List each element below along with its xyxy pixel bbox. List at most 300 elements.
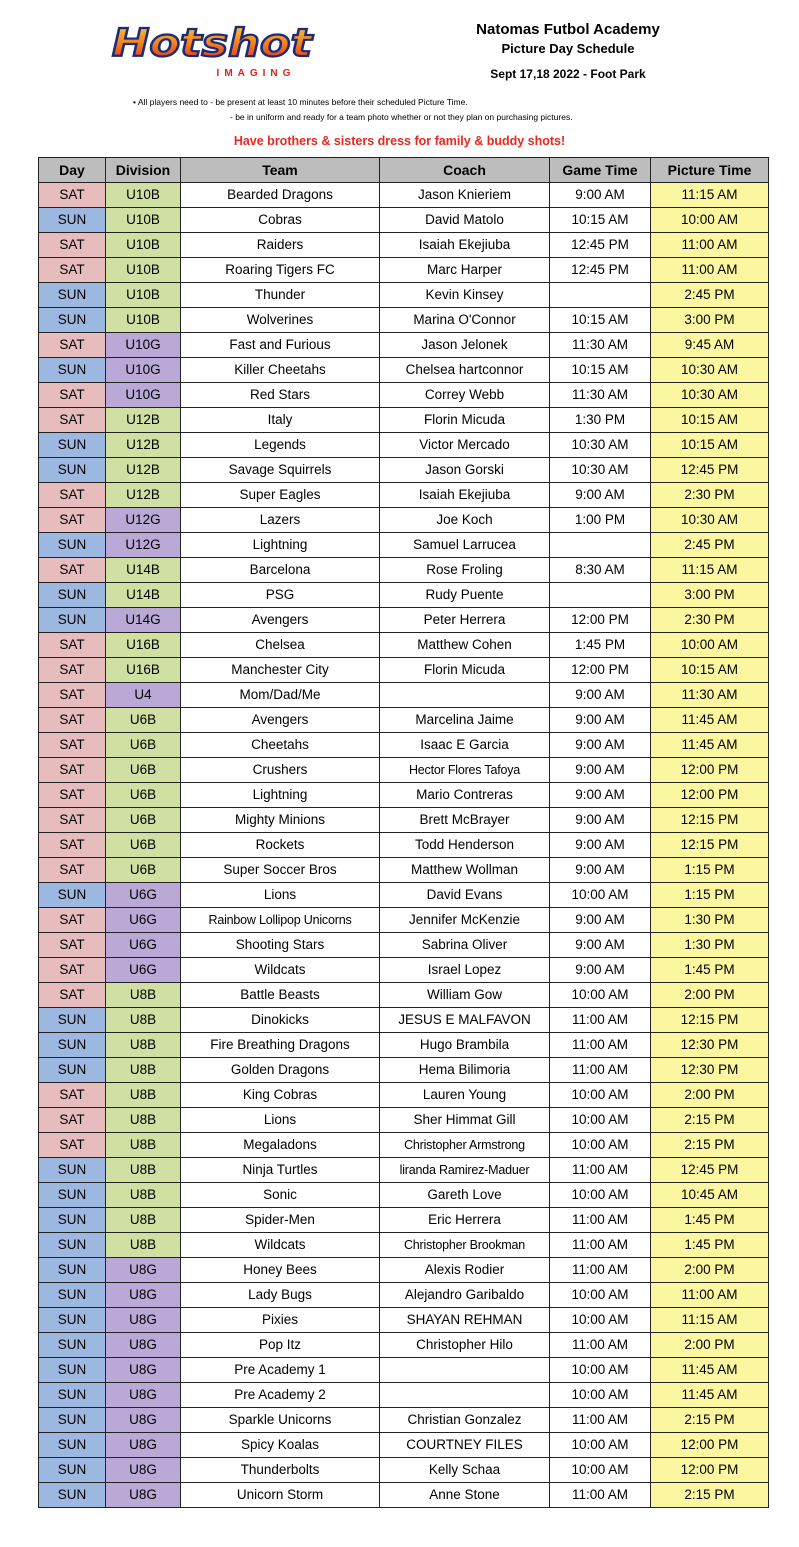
picture-time-cell: 2:00 PM: [651, 1083, 769, 1108]
picture-time-cell: 2:30 PM: [651, 608, 769, 633]
division-cell: U8G: [106, 1383, 181, 1408]
game-time-cell: 9:00 AM: [550, 933, 651, 958]
table-row: [39, 458, 769, 483]
game-time-cell: 9:00 AM: [550, 733, 651, 758]
day-cell: SUN: [39, 608, 106, 633]
coach-cell: Eric Herrera: [380, 1208, 550, 1233]
division-cell: U6B: [106, 733, 181, 758]
division-cell: U14B: [106, 583, 181, 608]
coach-cell: Samuel Larrucea: [380, 533, 550, 558]
game-time-cell: 11:00 AM: [550, 1483, 651, 1508]
coach-cell: Chelsea hartconnor: [380, 358, 550, 383]
picture-time-cell: 10:30 AM: [651, 358, 769, 383]
table-row: [39, 1458, 769, 1483]
day-cell: SUN: [39, 1233, 106, 1258]
coach-cell: Brett McBrayer: [380, 808, 550, 833]
game-time-cell: 11:00 AM: [550, 1208, 651, 1233]
team-cell: Super Soccer Bros: [181, 858, 380, 883]
team-cell: Killer Cheetahs: [181, 358, 380, 383]
team-cell: Lightning: [181, 533, 380, 558]
division-cell: U8B: [106, 1133, 181, 1158]
coach-cell: Gareth Love: [380, 1183, 550, 1208]
table-row: [39, 283, 769, 308]
coach-cell: Florin Micuda: [380, 408, 550, 433]
game-time-cell: [550, 283, 651, 308]
division-cell: U12G: [106, 533, 181, 558]
coach-cell: Joe Koch: [380, 508, 550, 533]
hotshot-imaging-logo: [108, 18, 318, 80]
picture-time-cell: 11:15 AM: [651, 1308, 769, 1333]
day-cell: SAT: [39, 933, 106, 958]
day-cell: SAT: [39, 183, 106, 208]
game-time-cell: 9:00 AM: [550, 808, 651, 833]
instruction-note-2: - be in uniform and ready for a team photo whether or not they plan on purchasing pictures.: [230, 112, 573, 122]
division-cell: U8G: [106, 1458, 181, 1483]
game-time-cell: 10:30 AM: [550, 433, 651, 458]
division-cell: U8B: [106, 1208, 181, 1233]
game-time-cell: 11:00 AM: [550, 1408, 651, 1433]
game-time-cell: 9:00 AM: [550, 908, 651, 933]
table-row: [39, 408, 769, 433]
coach-cell: Christopher Armstrong: [380, 1133, 550, 1158]
division-cell: U8B: [106, 1058, 181, 1083]
game-time-cell: 9:00 AM: [550, 183, 651, 208]
picture-time-cell: 11:45 AM: [651, 708, 769, 733]
game-time-cell: 9:00 AM: [550, 683, 651, 708]
day-cell: SAT: [39, 408, 106, 433]
coach-cell: Kevin Kinsey: [380, 283, 550, 308]
table-row: [39, 808, 769, 833]
coach-cell: Sabrina Oliver: [380, 933, 550, 958]
day-cell: SAT: [39, 1083, 106, 1108]
coach-cell: William Gow: [380, 983, 550, 1008]
picture-time-cell: 11:00 AM: [651, 1283, 769, 1308]
table-row: [39, 633, 769, 658]
game-time-cell: 11:00 AM: [550, 1033, 651, 1058]
division-cell: U8B: [106, 1183, 181, 1208]
day-cell: SAT: [39, 658, 106, 683]
team-cell: Chelsea: [181, 633, 380, 658]
game-time-cell: 1:45 PM: [550, 633, 651, 658]
day-cell: SAT: [39, 258, 106, 283]
game-time-cell: 10:00 AM: [550, 1308, 651, 1333]
table-row: [39, 1258, 769, 1283]
team-cell: Bearded Dragons: [181, 183, 380, 208]
division-cell: U6B: [106, 708, 181, 733]
table-row: [39, 183, 769, 208]
coach-cell: Matthew Cohen: [380, 633, 550, 658]
game-time-cell: 9:00 AM: [550, 708, 651, 733]
day-cell: SAT: [39, 383, 106, 408]
day-cell: SUN: [39, 433, 106, 458]
division-cell: U12B: [106, 458, 181, 483]
day-cell: SAT: [39, 233, 106, 258]
game-time-cell: 10:00 AM: [550, 1383, 651, 1408]
table-row: [39, 1408, 769, 1433]
team-cell: Rockets: [181, 833, 380, 858]
table-row: [39, 383, 769, 408]
table-row: [39, 208, 769, 233]
table-row: [39, 908, 769, 933]
picture-time-cell: 10:15 AM: [651, 658, 769, 683]
coach-cell: liranda Ramirez-Maduer: [380, 1158, 550, 1183]
coach-cell: Todd Henderson: [380, 833, 550, 858]
day-cell: SUN: [39, 1433, 106, 1458]
team-cell: Lions: [181, 1108, 380, 1133]
day-cell: SAT: [39, 333, 106, 358]
coach-cell: Hema Bilimoria: [380, 1058, 550, 1083]
coach-cell: Victor Mercado: [380, 433, 550, 458]
day-cell: SUN: [39, 1358, 106, 1383]
game-time-cell: 10:00 AM: [550, 1083, 651, 1108]
coach-cell: Christian Gonzalez: [380, 1408, 550, 1433]
division-cell: U10B: [106, 208, 181, 233]
table-row: [39, 958, 769, 983]
picture-time-cell: 11:15 AM: [651, 183, 769, 208]
picture-time-cell: 10:45 AM: [651, 1183, 769, 1208]
coach-cell: Christopher Brookman: [380, 1233, 550, 1258]
game-time-cell: 9:00 AM: [550, 783, 651, 808]
game-time-cell: 10:15 AM: [550, 308, 651, 333]
coach-cell: Marc Harper: [380, 258, 550, 283]
academy-name: Natomas Futbol Academy: [476, 21, 660, 38]
division-cell: U6G: [106, 933, 181, 958]
team-cell: Thunder: [181, 283, 380, 308]
col-header-division: Division: [106, 158, 181, 183]
team-cell: Honey Bees: [181, 1258, 380, 1283]
division-cell: U12B: [106, 483, 181, 508]
team-cell: Roaring Tigers FC: [181, 258, 380, 283]
division-cell: U8B: [106, 1233, 181, 1258]
coach-cell: Jason Jelonek: [380, 333, 550, 358]
picture-time-cell: 12:00 PM: [651, 1458, 769, 1483]
table-row: [39, 1033, 769, 1058]
game-time-cell: 11:00 AM: [550, 1008, 651, 1033]
picture-time-cell: 12:15 PM: [651, 833, 769, 858]
day-cell: SAT: [39, 508, 106, 533]
team-cell: Ninja Turtles: [181, 1158, 380, 1183]
division-cell: U6G: [106, 908, 181, 933]
team-cell: Lightning: [181, 783, 380, 808]
table-row: [39, 1133, 769, 1158]
coach-cell: [380, 683, 550, 708]
team-cell: Battle Beasts: [181, 983, 380, 1008]
logo-word: Hotshot: [112, 21, 315, 65]
team-cell: Barcelona: [181, 558, 380, 583]
table-row: [39, 583, 769, 608]
division-cell: U8B: [106, 1008, 181, 1033]
coach-cell: David Evans: [380, 883, 550, 908]
table-row: [39, 1358, 769, 1383]
game-time-cell: 10:00 AM: [550, 1283, 651, 1308]
logo-tagline: IMAGING: [216, 68, 296, 79]
day-cell: SUN: [39, 308, 106, 333]
picture-time-cell: 10:15 AM: [651, 408, 769, 433]
team-cell: Dinokicks: [181, 1008, 380, 1033]
picture-time-cell: 10:00 AM: [651, 208, 769, 233]
table-row: [39, 233, 769, 258]
team-cell: Fast and Furious: [181, 333, 380, 358]
game-time-cell: 10:00 AM: [550, 883, 651, 908]
game-time-cell: 9:00 AM: [550, 958, 651, 983]
division-cell: U8B: [106, 1158, 181, 1183]
instruction-note-1: • All players need to - be present at least 10 minutes before their scheduled Picture Time.: [133, 97, 468, 107]
team-cell: Manchester City: [181, 658, 380, 683]
game-time-cell: 10:00 AM: [550, 1133, 651, 1158]
col-header-game-time: Game Time: [550, 158, 651, 183]
picture-schedule-table: [38, 157, 769, 1508]
picture-time-cell: 10:30 AM: [651, 383, 769, 408]
team-cell: Sonic: [181, 1183, 380, 1208]
team-cell: Savage Squirrels: [181, 458, 380, 483]
game-time-cell: 1:00 PM: [550, 508, 651, 533]
game-time-cell: 10:00 AM: [550, 983, 651, 1008]
game-time-cell: 10:15 AM: [550, 208, 651, 233]
division-cell: U8G: [106, 1483, 181, 1508]
team-cell: Golden Dragons: [181, 1058, 380, 1083]
team-cell: Italy: [181, 408, 380, 433]
team-cell: Rainbow Lollipop Unicorns: [181, 908, 380, 933]
day-cell: SUN: [39, 1058, 106, 1083]
table-row: [39, 983, 769, 1008]
division-cell: U8G: [106, 1333, 181, 1358]
col-header-picture-time: Picture Time: [651, 158, 769, 183]
table-row: [39, 483, 769, 508]
division-cell: U12G: [106, 508, 181, 533]
day-cell: SUN: [39, 358, 106, 383]
division-cell: U4: [106, 683, 181, 708]
coach-cell: Sher Himmat Gill: [380, 1108, 550, 1133]
day-cell: SUN: [39, 1333, 106, 1358]
game-time-cell: 10:30 AM: [550, 458, 651, 483]
picture-time-cell: 1:45 PM: [651, 1208, 769, 1233]
game-time-cell: 8:30 AM: [550, 558, 651, 583]
division-cell: U10G: [106, 358, 181, 383]
picture-time-cell: 12:15 PM: [651, 808, 769, 833]
table-row: [39, 1083, 769, 1108]
table-row: [39, 658, 769, 683]
picture-time-cell: 12:15 PM: [651, 1008, 769, 1033]
table-row: [39, 308, 769, 333]
game-time-cell: 12:45 PM: [550, 233, 651, 258]
picture-time-cell: 11:00 AM: [651, 258, 769, 283]
day-cell: SAT: [39, 833, 106, 858]
day-cell: SUN: [39, 283, 106, 308]
team-cell: Crushers: [181, 758, 380, 783]
team-cell: Shooting Stars: [181, 933, 380, 958]
division-cell: U8G: [106, 1408, 181, 1433]
picture-time-cell: 12:45 PM: [651, 458, 769, 483]
day-cell: SUN: [39, 1008, 106, 1033]
team-cell: Cheetahs: [181, 733, 380, 758]
table-row: [39, 1383, 769, 1408]
division-cell: U16B: [106, 658, 181, 683]
coach-cell: Israel Lopez: [380, 958, 550, 983]
team-cell: Lions: [181, 883, 380, 908]
table-row: [39, 708, 769, 733]
division-cell: U10B: [106, 233, 181, 258]
table-row: [39, 1308, 769, 1333]
day-cell: SUN: [39, 1183, 106, 1208]
picture-time-cell: 1:30 PM: [651, 908, 769, 933]
team-cell: Fire Breathing Dragons: [181, 1033, 380, 1058]
team-cell: Raiders: [181, 233, 380, 258]
division-cell: U10B: [106, 283, 181, 308]
division-cell: U6B: [106, 808, 181, 833]
coach-cell: Marcelina Jaime: [380, 708, 550, 733]
coach-cell: Isaiah Ekejiuba: [380, 483, 550, 508]
team-cell: Spicy Koalas: [181, 1433, 380, 1458]
coach-cell: COURTNEY FILES: [380, 1433, 550, 1458]
team-cell: Sparkle Unicorns: [181, 1408, 380, 1433]
team-cell: Mom/Dad/Me: [181, 683, 380, 708]
picture-time-cell: 11:00 AM: [651, 233, 769, 258]
game-time-cell: 9:00 AM: [550, 483, 651, 508]
team-cell: Megaladons: [181, 1133, 380, 1158]
division-cell: U8B: [106, 1083, 181, 1108]
day-cell: SAT: [39, 708, 106, 733]
coach-cell: Anne Stone: [380, 1483, 550, 1508]
coach-cell: Correy Webb: [380, 383, 550, 408]
team-cell: Wolverines: [181, 308, 380, 333]
picture-time-cell: 2:15 PM: [651, 1483, 769, 1508]
day-cell: SUN: [39, 1158, 106, 1183]
picture-time-cell: 11:30 AM: [651, 683, 769, 708]
table-row: [39, 1108, 769, 1133]
picture-time-cell: 12:00 PM: [651, 783, 769, 808]
game-time-cell: 10:15 AM: [550, 358, 651, 383]
picture-time-cell: 1:15 PM: [651, 858, 769, 883]
team-cell: Avengers: [181, 708, 380, 733]
table-row: [39, 608, 769, 633]
picture-time-cell: 1:45 PM: [651, 1233, 769, 1258]
coach-cell: Hector Flores Tafoya: [380, 758, 550, 783]
coach-cell: [380, 1383, 550, 1408]
game-time-cell: 11:00 AM: [550, 1158, 651, 1183]
table-row: [39, 1183, 769, 1208]
schedule-rows: [39, 183, 769, 1508]
coach-cell: Jason Knieriem: [380, 183, 550, 208]
division-cell: U6G: [106, 883, 181, 908]
team-cell: Legends: [181, 433, 380, 458]
picture-time-cell: 2:15 PM: [651, 1408, 769, 1433]
picture-time-cell: 12:00 PM: [651, 758, 769, 783]
game-time-cell: 11:00 AM: [550, 1258, 651, 1283]
coach-cell: JESUS E MALFAVON: [380, 1008, 550, 1033]
picture-time-cell: 3:00 PM: [651, 583, 769, 608]
division-cell: U6G: [106, 958, 181, 983]
day-cell: SUN: [39, 1308, 106, 1333]
division-cell: U16B: [106, 633, 181, 658]
division-cell: U14B: [106, 558, 181, 583]
game-time-cell: 11:00 AM: [550, 1333, 651, 1358]
team-cell: Lazers: [181, 508, 380, 533]
division-cell: U6B: [106, 833, 181, 858]
team-cell: Mighty Minions: [181, 808, 380, 833]
col-header-coach: Coach: [380, 158, 550, 183]
table-row: [39, 1233, 769, 1258]
team-cell: Avengers: [181, 608, 380, 633]
team-cell: Pre Academy 2: [181, 1383, 380, 1408]
division-cell: U8B: [106, 1108, 181, 1133]
division-cell: U10B: [106, 183, 181, 208]
division-cell: U10G: [106, 333, 181, 358]
game-time-cell: 10:00 AM: [550, 1183, 651, 1208]
day-cell: SUN: [39, 1208, 106, 1233]
game-time-cell: 10:00 AM: [550, 1358, 651, 1383]
day-cell: SUN: [39, 533, 106, 558]
day-cell: SAT: [39, 908, 106, 933]
day-cell: SAT: [39, 733, 106, 758]
table-row: [39, 683, 769, 708]
team-cell: Wildcats: [181, 958, 380, 983]
table-row: [39, 258, 769, 283]
division-cell: U8G: [106, 1258, 181, 1283]
division-cell: U12B: [106, 433, 181, 458]
game-time-cell: 10:00 AM: [550, 1433, 651, 1458]
col-header-team: Team: [181, 158, 380, 183]
team-cell: Cobras: [181, 208, 380, 233]
picture-time-cell: 9:45 AM: [651, 333, 769, 358]
table-row: [39, 858, 769, 883]
coach-cell: Christopher Hilo: [380, 1333, 550, 1358]
coach-cell: Jennifer McKenzie: [380, 908, 550, 933]
picture-time-cell: 11:15 AM: [651, 558, 769, 583]
day-cell: SUN: [39, 1408, 106, 1433]
division-cell: U8G: [106, 1283, 181, 1308]
table-row: [39, 533, 769, 558]
day-cell: SAT: [39, 783, 106, 808]
day-cell: SAT: [39, 633, 106, 658]
game-time-cell: 12:00 PM: [550, 658, 651, 683]
picture-time-cell: 10:30 AM: [651, 508, 769, 533]
game-time-cell: 9:00 AM: [550, 833, 651, 858]
game-time-cell: 11:30 AM: [550, 333, 651, 358]
coach-cell: [380, 1358, 550, 1383]
table-row: [39, 1208, 769, 1233]
day-cell: SUN: [39, 458, 106, 483]
table-row: [39, 558, 769, 583]
coach-cell: Isaiah Ekejiuba: [380, 233, 550, 258]
coach-cell: SHAYAN REHMAN: [380, 1308, 550, 1333]
game-time-cell: 12:00 PM: [550, 608, 651, 633]
family-shots-callout: Have brothers & sisters dress for family & buddy shots!: [233, 134, 566, 148]
picture-time-cell: 11:45 AM: [651, 733, 769, 758]
picture-time-cell: 1:45 PM: [651, 958, 769, 983]
picture-time-cell: 2:15 PM: [651, 1133, 769, 1158]
division-cell: U6B: [106, 783, 181, 808]
table-row: [39, 1158, 769, 1183]
day-cell: SAT: [39, 558, 106, 583]
division-cell: U8G: [106, 1358, 181, 1383]
table-row: [39, 783, 769, 808]
table-row: [39, 733, 769, 758]
team-cell: Pre Academy 1: [181, 1358, 380, 1383]
day-cell: SAT: [39, 1133, 106, 1158]
table-row: [39, 1433, 769, 1458]
game-time-cell: 11:00 AM: [550, 1058, 651, 1083]
coach-cell: Rudy Puente: [380, 583, 550, 608]
coach-cell: David Matolo: [380, 208, 550, 233]
coach-cell: Lauren Young: [380, 1083, 550, 1108]
game-time-cell: 11:30 AM: [550, 383, 651, 408]
team-cell: Spider-Men: [181, 1208, 380, 1233]
division-cell: U6B: [106, 858, 181, 883]
day-cell: SUN: [39, 883, 106, 908]
picture-time-cell: 2:00 PM: [651, 1258, 769, 1283]
table-row: [39, 433, 769, 458]
picture-time-cell: 12:30 PM: [651, 1033, 769, 1058]
